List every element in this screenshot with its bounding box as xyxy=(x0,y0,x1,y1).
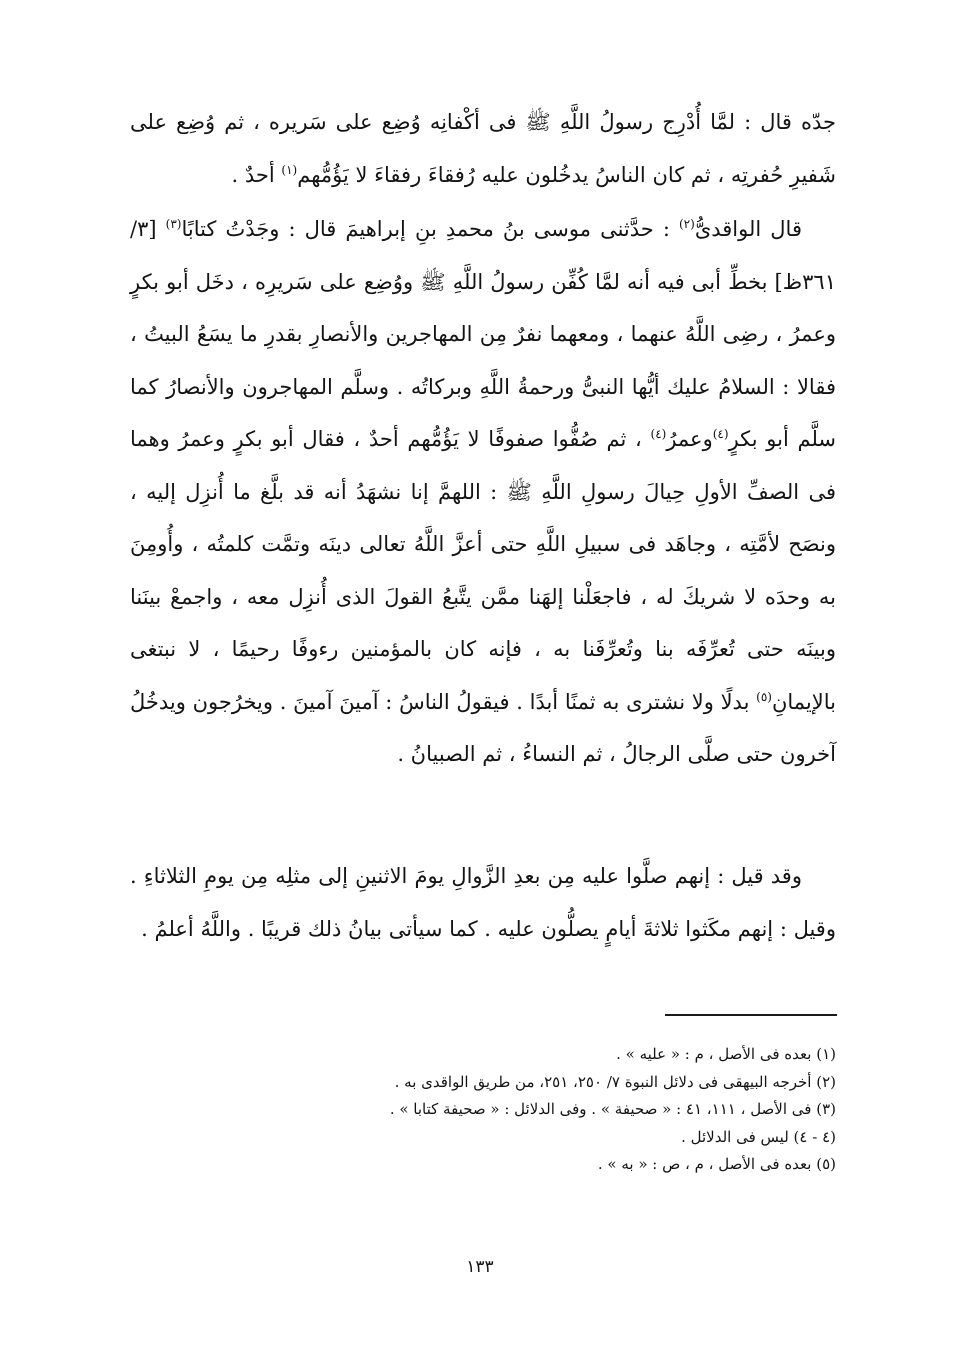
footnote-ref-2: (٢) xyxy=(678,217,695,231)
footnote-divider xyxy=(665,1014,837,1016)
footnotes xyxy=(250,1041,836,1179)
footnote-2: (٢) أخرجه البيهقى فى دلائل النبوة ٧/ ٢٥٠، ٢٥١، من طريق الواقدى به . xyxy=(394,1072,836,1091)
paragraph-2 xyxy=(130,203,836,781)
footnote-ref-1: (١) xyxy=(281,162,298,177)
footnote-ref-5: (٥) xyxy=(756,689,772,704)
footnote-5: (٥) بعده فى الأصل ، م ، ص : « به » . xyxy=(597,1155,836,1173)
footnote-4: (٤ - ٤) ليس فى الدلائل . xyxy=(681,1127,836,1146)
paragraph-2-body-b: [٣/ ٣٦١ظ] بخطِّ أبى فيه أنه لمَّا كُفِّن رسولُ اللَّهِ ﷺ ووُضِع على سَريرِه ، دخَل أبو بكرٍ وعمرُ ، رضِى اللَّهُ عنهما ، ومعهما نفرٌ مِن المهاجرين والأنصارِ بقدرِ ما يسَعُ البيتُ ، فقالا : السلامُ عليك أيُّها النبىُّ ورحمةُ اللَّهِ وبركاتُه . وسلَّم المهاجرون والأنصارُ كما سلَّم أبو بكرٍ xyxy=(130,217,836,451)
footnote-3: (٣) فى الأصل ، ١١١، ٤١ : « صحيفة » . وفى الدلائل : « صحيفة كتابا » . xyxy=(389,1100,836,1118)
footnote-1: (١) بعده فى الأصل ، م : « عليه » . xyxy=(616,1045,836,1063)
paragraph-1-text xyxy=(130,96,836,201)
paragraph-1 xyxy=(130,96,836,201)
paragraph-2-text xyxy=(130,203,836,781)
footnote-ref-4-end: (٤) xyxy=(650,427,667,441)
paragraph-2-body-d: ، ثم صُفُّوا صفوفًا لا يَؤُمُّهم أحدٌ ، فقال أبو بكرٍ وعمرُ وهما فى الصفِّ الأولِ حِيالَ رسولِ اللَّهِ ﷺ : اللهمَّ إنا نشهَدُ أنه قد بلَّغ ما أُنزِل إليه ، ونصَح لأمَّتِه ، وجاهَد فى سبيلِ اللَّهِ حتى أعزَّ اللَّهُ تعالى دينَه وتمَّت كلمتُه ، وأُومِنَ به وحدَه لا شريكَ له ، فاجعَلْنا إلهَنا ممَّن يتَّبعُ القولَ الذى أُنزِل معه ، واجمعْ بينَنا وبينَه حتى تُعرِّفَه بنا وتُعرِّفَنا به ، فإنه كان بالمؤمنين رءوفًا رحيمًا ، لا نبتغى بالإيمانِ xyxy=(130,427,836,714)
paragraph-1-end: أحدٌ . xyxy=(231,162,282,187)
paragraph-2-body-c: وعمرُ xyxy=(666,427,713,451)
paragraph-1-body: جدّه قال : لمَّا أُدْرِج رسولُ اللَّهِ ﷺ فى أكْفانِه وُضِع على سَريره ، ثم وُضِع على شَفيرِ حُفرتِه ، ثم كان الناسُ يدخُلون عليه رُفقاءَ رفقاءَ لا يَؤُمُّهم xyxy=(130,110,836,187)
page-number: ١٣٣ xyxy=(466,1257,494,1277)
paragraph-2-end: بدلًا ولا نشترى به ثمنًا أبدًا . فيقولُ الناسُ : آمينَ آمينَ . ويخرُجون ويدخُلُ آخرون حتى صلَّى الرجالُ ، ثم النساءُ ، ثم الصبيانُ . xyxy=(130,689,836,766)
footnote-ref-4-start: (٤) xyxy=(712,427,729,441)
paragraph-2-body-a: : حدَّثنى موسى بنُ محمدِ بنِ إبراهيمَ قال : وجَدْتُ كتابًا xyxy=(181,217,679,241)
footnote-ref-3: (٣) xyxy=(165,217,182,231)
paragraph-3-text xyxy=(130,850,836,955)
paragraph-2-opening: قال الواقدىُّ xyxy=(694,217,802,241)
paragraph-3-body: وقد قيل : إنهم صلَّوا عليه مِن بعدِ الزَّوالِ يومَ الاثنينِ إلى مثلِه مِن يومِ الثلاثاءِ . وقيل : إنهم مكَثوا ثلاثةَ أيامٍ يصلُّون عليه . كما سيأتى بيانُ ذلك قريبًا . واللَّهُ أعلمُ . xyxy=(130,864,836,941)
paragraph-3 xyxy=(130,850,836,955)
